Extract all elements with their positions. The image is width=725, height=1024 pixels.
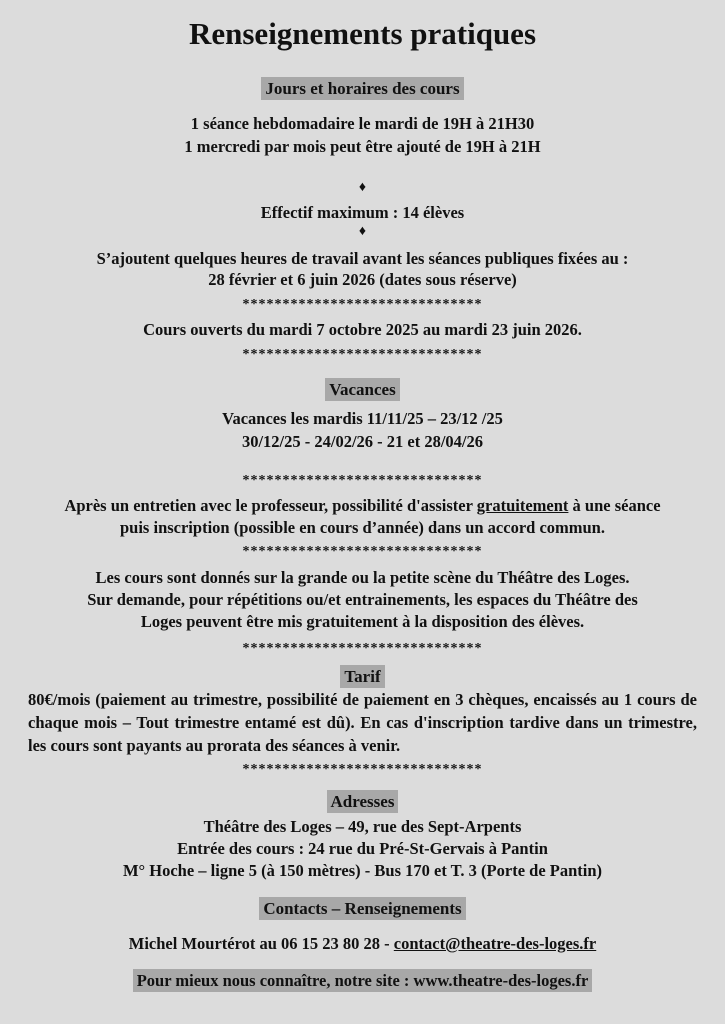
stars-separator-3: ****************************** [242, 473, 483, 488]
section-heading-contacts [0, 897, 725, 920]
heading-jours: Jours et horaires des cours [261, 77, 463, 100]
lieu-line-2: Sur demande, pour répétitions ou/et entrainements, les espaces du Théâtre des [87, 590, 638, 609]
heading-tarif: Tarif [340, 665, 384, 688]
stars-separator-2: ****************************** [242, 347, 483, 362]
entretien-line-2: puis inscription (possible en cours d’année) dans un accord commun. [120, 518, 605, 537]
vacances-line-2: 30/12/25 - 24/02/26 - 21 et 28/04/26 [241, 432, 484, 451]
heading-vacances: Vacances [325, 378, 399, 401]
effectif-text: Effectif maximum : 14 élèves [260, 203, 465, 222]
contact-line [0, 932, 725, 955]
diamond-separator-2: ♦ [358, 224, 367, 239]
adresse-line-1: Théâtre des Loges – 49, rue des Sept-Arpents [203, 817, 522, 836]
footer [0, 969, 725, 992]
entretien-line-1-start: Après un entretien avec le professeur, possibilité d'assister [64, 496, 477, 515]
jours-line-2: 1 mercredi par mois peut être ajouté de 19H à 21H [184, 137, 541, 156]
vacances-line-1: Vacances les mardis 11/11/25 – 23/12 /25 [222, 409, 503, 428]
extra-line-2: 28 février et 6 juin 2026 (dates sous réserve) [208, 270, 517, 289]
contact-email-link[interactable]: contact@theatre-des-loges.fr [393, 934, 597, 953]
stars-separator-5: ****************************** [242, 641, 483, 656]
heading-adresses: Adresses [327, 790, 399, 813]
adresse-line-2: Entrée des cours : 24 rue du Pré-St-Gervais à Pantin [177, 839, 548, 858]
lieu-line-1: Les cours sont donnés sur la grande ou la petite scène du Théâtre des Loges. [95, 568, 630, 587]
stars-separator-6: ****************************** [242, 762, 483, 777]
contact-name-phone: Michel Mourtérot au 06 15 23 80 28 [128, 934, 381, 953]
entretien-line-1 [0, 494, 725, 517]
section-heading-vacances [0, 378, 725, 401]
stars-separator-1: ****************************** [242, 297, 483, 312]
gratuitement-emphasis: gratuitement [476, 496, 569, 515]
tarif-text: 80€/mois (paiement au trimestre, possibilité de paiement en 3 chèques, encaissés au 1 cours de chaque mois – Tout trimestre entamé est dû). En cas d'inscription tardive dans un trimestre, les cours sont payants au prorata des séances à venir. [28, 690, 697, 755]
diamond-separator-1: ♦ [358, 180, 367, 195]
footer-website-text: Pour mieux nous connaître, notre site : www.theatre-des-loges.fr [133, 969, 593, 992]
section-heading-jours [0, 77, 725, 100]
section-heading-tarif [0, 665, 725, 688]
extra-line-1: S’ajoutent quelques heures de travail avant les séances publiques fixées au : [96, 249, 629, 268]
contact-separator: - [380, 934, 394, 953]
heading-contacts: Contacts – Renseignements [259, 897, 465, 920]
entretien-line-1-end: à une séance [568, 496, 661, 515]
section-heading-adresses [0, 790, 725, 813]
jours-line-1: 1 séance hebdomadaire le mardi de 19H à 21H30 [190, 114, 535, 133]
ouverture-text: Cours ouverts du mardi 7 octobre 2025 au mardi 23 juin 2026. [143, 320, 582, 339]
adresse-line-3: M° Hoche – ligne 5 (à 150 mètres) - Bus 170 et T. 3 (Porte de Pantin) [122, 861, 603, 880]
stars-separator-4: ****************************** [242, 544, 483, 559]
page-title: Renseignements pratiques [188, 16, 537, 51]
lieu-line-3: Loges peuvent être mis gratuitement à la disposition des élèves. [140, 612, 585, 631]
